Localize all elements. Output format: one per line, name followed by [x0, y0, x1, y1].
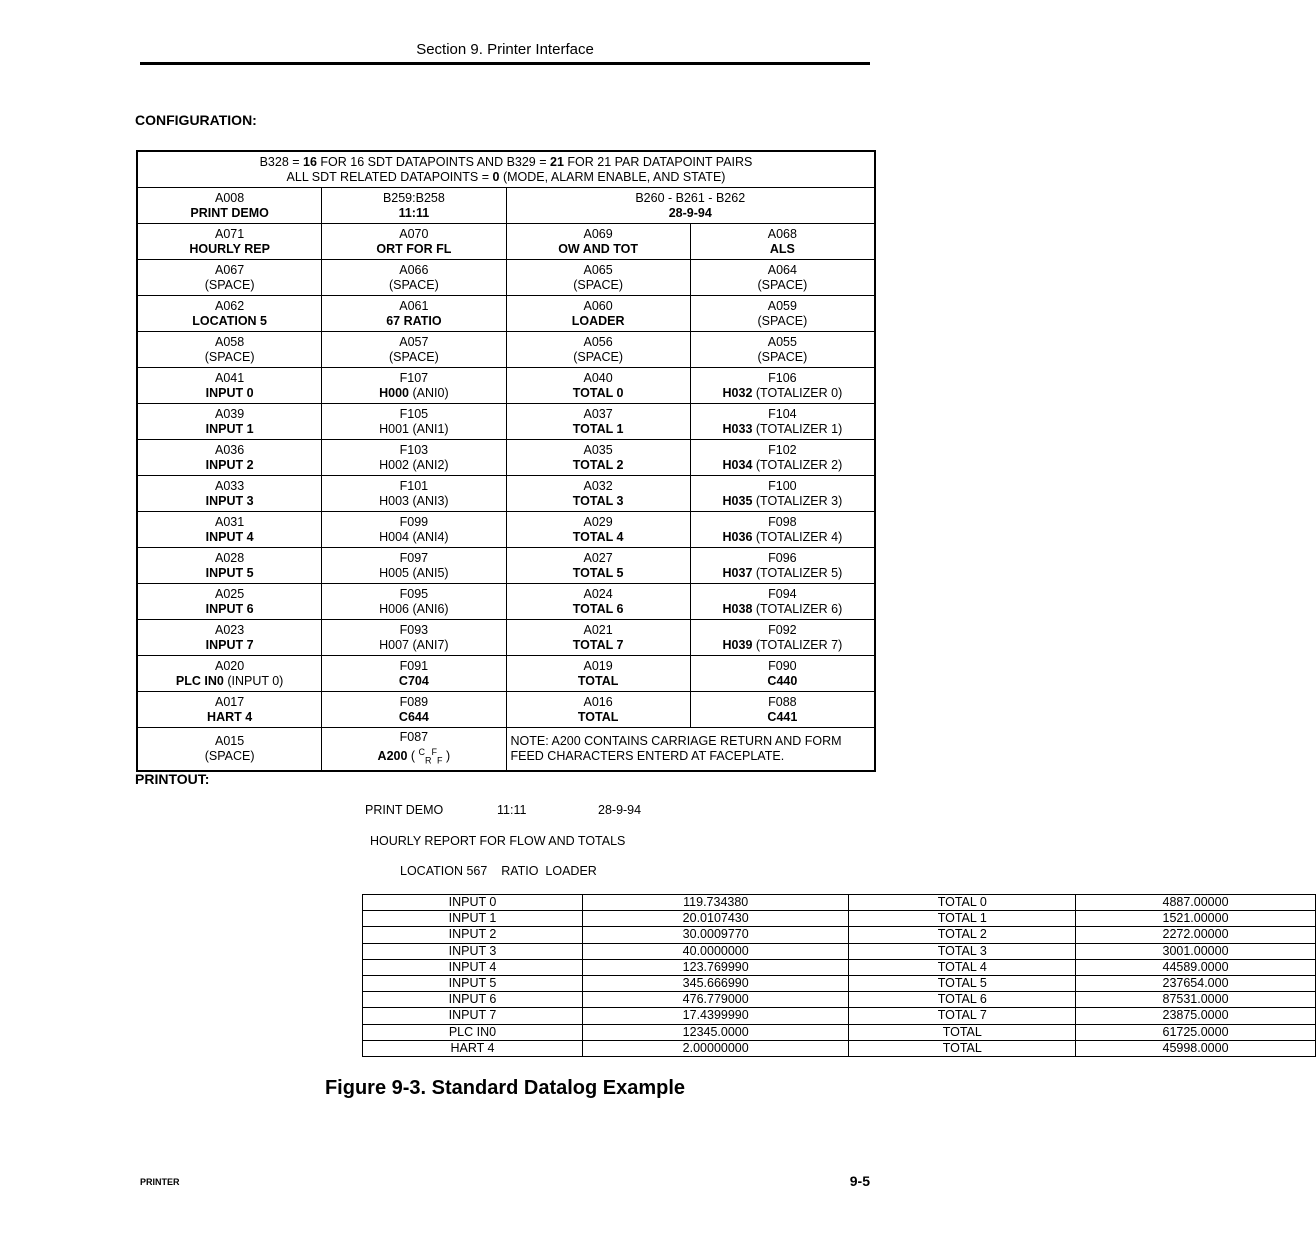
datapoint-value: HOURLY REP	[189, 242, 270, 256]
datapoint-value: PRINT DEMO	[190, 206, 269, 220]
cr-subscript: R	[425, 755, 432, 766]
printout-total-label: TOTAL 3	[849, 943, 1076, 959]
table-row	[138, 620, 875, 656]
printout-total-value: 237654.000	[1076, 976, 1316, 992]
table-cell	[138, 548, 322, 584]
configuration-table	[136, 150, 876, 772]
intro-value: 21	[550, 155, 564, 169]
datapoint-id: F092	[768, 623, 797, 637]
table-cell	[322, 296, 506, 332]
table-cell	[322, 188, 506, 224]
note-cell	[506, 728, 875, 771]
table-cell	[322, 368, 506, 404]
printout-line-title: PRINT DEMO	[365, 803, 444, 817]
datapoint-value: ALS	[769, 242, 795, 256]
table-cell	[690, 584, 874, 620]
table-cell	[506, 224, 690, 260]
printout-total-label: TOTAL	[849, 1024, 1076, 1040]
datapoint-value: INPUT 6	[205, 602, 254, 616]
datapoint-text: (SPACE)	[388, 278, 439, 292]
intro-value: 0	[492, 170, 500, 184]
printout-input-label: INPUT 1	[363, 911, 583, 927]
printout-line-report: HOURLY REPORT FOR FLOW AND TOTALS	[370, 834, 626, 848]
printout-total-label: TOTAL 7	[849, 1008, 1076, 1024]
datapoint-value: TOTAL 6	[572, 602, 624, 616]
datapoint-id: F095	[399, 587, 429, 601]
datapoint-id: A066	[399, 263, 429, 277]
datapoint-id: A017	[215, 695, 245, 709]
printout-row	[363, 976, 1316, 992]
printout-input-label: INPUT 2	[363, 927, 583, 943]
datapoint-id: A028	[215, 551, 245, 565]
printout-input-label: INPUT 3	[363, 943, 583, 959]
datapoint-id: A058	[215, 335, 245, 349]
table-cell	[690, 440, 874, 476]
table-row	[138, 440, 875, 476]
datapoint-text: (TOTALIZER 5)	[752, 566, 843, 580]
intro-text: FOR 16 SDT DATAPOINTS AND B329 =	[316, 155, 551, 169]
table-cell	[138, 692, 322, 728]
table-row	[138, 224, 875, 260]
table-cell	[322, 620, 506, 656]
datapoint-id: B259:B258	[382, 191, 445, 205]
footer-chapter: PRINTER	[140, 1177, 180, 1187]
table-cell	[138, 224, 322, 260]
table-cell	[322, 260, 506, 296]
printout-input-value: 345.666990	[582, 976, 849, 992]
table-cell	[690, 404, 874, 440]
printout-total-value: 2272.00000	[1076, 927, 1316, 943]
datapoint-id: A069	[583, 227, 613, 241]
printout-line-time: 11:11	[497, 803, 527, 817]
printout-input-value: 119.734380	[582, 895, 849, 911]
datapoint-text: (TOTALIZER 1)	[752, 422, 843, 436]
datapoint-id: F102	[768, 443, 797, 457]
datapoint-value: TOTAL	[577, 674, 619, 688]
printout-row	[363, 992, 1316, 1008]
datapoint-value: TOTAL 4	[572, 530, 624, 544]
cr-superscript: C	[418, 747, 426, 757]
table-cell	[138, 584, 322, 620]
table-cell	[506, 692, 690, 728]
table-cell	[690, 656, 874, 692]
printout-total-label: TOTAL 6	[849, 992, 1076, 1008]
table-cell	[690, 224, 874, 260]
datapoint-text: H004 (ANI4)	[379, 530, 449, 544]
datapoint-value: C704	[398, 674, 429, 688]
header-rule	[140, 62, 870, 65]
table-cell	[138, 260, 322, 296]
datapoint-text: (	[407, 749, 419, 764]
table-cell	[138, 728, 322, 771]
datapoint-id: F105	[399, 407, 429, 421]
datapoint-text: )	[442, 749, 451, 764]
datapoint-id: A023	[215, 623, 245, 637]
datapoint-id: A029	[583, 515, 613, 529]
table-cell	[322, 404, 506, 440]
table-cell	[506, 296, 690, 332]
table-cell	[690, 296, 874, 332]
datapoint-value: INPUT 7	[205, 638, 254, 652]
table-cell	[138, 620, 322, 656]
datapoint-value: H034	[722, 458, 753, 472]
printout-input-value: 30.0009770	[582, 927, 849, 943]
datapoint-value: TOTAL	[577, 710, 619, 724]
datapoint-id: A035	[583, 443, 613, 457]
table-cell	[506, 260, 690, 296]
datapoint-id: F103	[399, 443, 429, 457]
datapoint-id: A021	[583, 623, 613, 637]
table-cell	[322, 728, 506, 771]
printout-input-value: 123.769990	[582, 959, 849, 975]
table-cell	[138, 296, 322, 332]
printout-input-value: 476.779000	[582, 992, 849, 1008]
printout-input-label: INPUT 6	[363, 992, 583, 1008]
datapoint-text: (TOTALIZER 7)	[752, 638, 843, 652]
table-cell	[138, 404, 322, 440]
datapoint-text: (TOTALIZER 0)	[752, 386, 843, 400]
datapoint-id: A032	[583, 479, 613, 493]
printout-total-label: TOTAL 1	[849, 911, 1076, 927]
table-cell	[322, 584, 506, 620]
section-header: Section 9. Printer Interface	[416, 41, 594, 58]
table-cell	[138, 476, 322, 512]
printout-total-value: 87531.0000	[1076, 992, 1316, 1008]
table-row	[138, 548, 875, 584]
datapoint-text: H001 (ANI1)	[379, 422, 449, 436]
datapoint-id: A070	[399, 227, 429, 241]
printout-input-value: 40.0000000	[582, 943, 849, 959]
printout-total-label: TOTAL 2	[849, 927, 1076, 943]
printout-total-value: 45998.0000	[1076, 1040, 1316, 1056]
datapoint-text: (SPACE)	[204, 350, 255, 364]
datapoint-text: H007 (ANI7)	[379, 638, 449, 652]
printout-input-label: HART 4	[363, 1040, 583, 1056]
intro-value: 16	[303, 155, 317, 169]
printout-row	[363, 927, 1316, 943]
datapoint-value: INPUT 4	[205, 530, 254, 544]
table-cell	[690, 368, 874, 404]
datapoint-value: A200	[377, 749, 408, 764]
printout-heading: PRINTOUT:	[135, 771, 210, 787]
printout-row	[363, 895, 1316, 911]
datapoint-id: F087	[399, 730, 429, 744]
datapoint-id: F089	[399, 695, 429, 709]
page-number: 9-5	[849, 1173, 870, 1189]
datapoint-text: (SPACE)	[757, 278, 808, 292]
datapoint-id: F099	[399, 515, 429, 529]
table-cell	[138, 512, 322, 548]
datapoint-value: H033	[722, 422, 753, 436]
lf-subscript: F	[437, 755, 443, 766]
printout-total-value: 4887.00000	[1076, 895, 1316, 911]
datapoint-id: A031	[215, 515, 245, 529]
table-cell	[322, 476, 506, 512]
datapoint-id: F097	[399, 551, 429, 565]
table-cell	[322, 548, 506, 584]
table-cell	[690, 692, 874, 728]
datapoint-text: (SPACE)	[204, 749, 255, 764]
printout-input-value: 12345.0000	[582, 1024, 849, 1040]
datapoint-text: (ANI0)	[409, 386, 449, 400]
datapoint-id: A033	[215, 479, 245, 493]
datapoint-id: A008	[215, 191, 245, 205]
printout-total-label: TOTAL 4	[849, 959, 1076, 975]
table-row	[138, 296, 875, 332]
note-row	[138, 728, 875, 771]
datapoint-text: (SPACE)	[204, 278, 255, 292]
printout-values	[362, 894, 1316, 1057]
datapoint-id: F098	[768, 515, 797, 529]
datapoint-id: A025	[215, 587, 245, 601]
title-row	[138, 188, 875, 224]
note-line: NOTE: A200 CONTAINS CARRIAGE RETURN AND FORM	[510, 734, 842, 749]
datapoint-id: F107	[399, 371, 429, 385]
datapoint-value: H037	[722, 566, 753, 580]
datapoint-id: F100	[768, 479, 797, 493]
datapoint-value: HART 4	[207, 710, 253, 724]
table-row	[138, 332, 875, 368]
table-row	[138, 260, 875, 296]
datapoint-text: (SPACE)	[757, 350, 808, 364]
table-cell	[690, 548, 874, 584]
datapoint-id: F096	[768, 551, 797, 565]
datapoint-id: A064	[767, 263, 797, 277]
table-cell	[138, 332, 322, 368]
table-cell	[138, 656, 322, 692]
printout-line-date: 28-9-94	[598, 803, 642, 817]
table-cell	[506, 620, 690, 656]
table-cell	[322, 332, 506, 368]
printout-input-label: INPUT 7	[363, 1008, 583, 1024]
printout-row	[363, 1024, 1316, 1040]
table-cell	[322, 512, 506, 548]
table-cell	[322, 224, 506, 260]
datapoint-text: (TOTALIZER 6)	[752, 602, 843, 616]
datapoint-id: F106	[768, 371, 797, 385]
printout-input-label: INPUT 0	[363, 895, 583, 911]
datapoint-value: C441	[767, 710, 798, 724]
table-cell	[138, 440, 322, 476]
datapoint-id: F088	[768, 695, 797, 709]
datapoint-value: H035	[722, 494, 753, 508]
datapoint-value: INPUT 2	[205, 458, 254, 472]
intro-row	[138, 152, 875, 188]
printout-row	[363, 959, 1316, 975]
datapoint-text: (SPACE)	[573, 278, 624, 292]
datapoint-id: A059	[767, 299, 797, 313]
datapoint-value: INPUT 1	[205, 422, 254, 436]
printout-total-label: TOTAL 5	[849, 976, 1076, 992]
datapoint-value: C440	[767, 674, 798, 688]
datapoint-id: A060	[583, 299, 613, 313]
datapoint-id: A036	[215, 443, 245, 457]
intro-text: ALL SDT RELATED DATAPOINTS =	[286, 170, 493, 184]
datapoint-id: A061	[399, 299, 429, 313]
printout-total-label: TOTAL 0	[849, 895, 1076, 911]
table-cell	[690, 620, 874, 656]
datapoint-id: A071	[215, 227, 245, 241]
intro-text: (MODE, ALARM ENABLE, AND STATE)	[499, 170, 726, 184]
datapoint-id: F090	[768, 659, 797, 673]
datapoint-value: ORT FOR FL	[376, 242, 452, 256]
datapoint-id: F094	[768, 587, 797, 601]
table-row	[138, 584, 875, 620]
datapoint-value: LOADER	[571, 314, 625, 328]
table-cell	[506, 440, 690, 476]
printout-row	[363, 1008, 1316, 1024]
printout-total-value: 1521.00000	[1076, 911, 1316, 927]
printout-total-value: 3001.00000	[1076, 943, 1316, 959]
table-cell	[322, 692, 506, 728]
datapoint-value: TOTAL 7	[572, 638, 624, 652]
datapoint-value: TOTAL 5	[572, 566, 624, 580]
datapoint-id: F101	[399, 479, 429, 493]
table-cell	[506, 584, 690, 620]
datapoint-value: 11:11	[398, 206, 430, 220]
intro-text: FOR 21 PAR DATAPOINT PAIRS	[563, 155, 753, 169]
table-cell	[506, 512, 690, 548]
printout-total-value: 23875.0000	[1076, 1008, 1316, 1024]
printout-line-location: LOCATION 567 RATIO LOADER	[400, 864, 597, 878]
printout-row	[363, 943, 1316, 959]
table-cell	[138, 368, 322, 404]
table-row	[138, 692, 875, 728]
datapoint-value: 28-9-94	[668, 206, 712, 220]
table-cell	[506, 548, 690, 584]
datapoint-id: A039	[215, 407, 245, 421]
datapoint-value: H032	[722, 386, 753, 400]
datapoint-text: (SPACE)	[388, 350, 439, 364]
datapoint-id: A065	[583, 263, 613, 277]
datapoint-value: TOTAL 0	[572, 386, 624, 400]
datapoint-value: INPUT 0	[205, 386, 254, 400]
datapoint-id: A068	[767, 227, 797, 241]
datapoint-id: A019	[583, 659, 613, 673]
printout-input-label: INPUT 4	[363, 959, 583, 975]
datapoint-text: (TOTALIZER 4)	[752, 530, 843, 544]
datapoint-value: TOTAL 2	[572, 458, 624, 472]
datapoint-text: (SPACE)	[573, 350, 624, 364]
datapoint-id: F093	[399, 623, 429, 637]
table-cell	[690, 476, 874, 512]
datapoint-value: H036	[722, 530, 753, 544]
printout-input-label: INPUT 5	[363, 976, 583, 992]
printout-row	[363, 911, 1316, 927]
table-row	[138, 476, 875, 512]
table-cell	[506, 404, 690, 440]
datapoint-text: (INPUT 0)	[223, 674, 284, 688]
intro-text: B328 =	[259, 155, 304, 169]
table-cell	[506, 332, 690, 368]
datapoint-id: A067	[215, 263, 245, 277]
printout-input-value: 2.00000000	[582, 1040, 849, 1056]
datapoint-id: A057	[399, 335, 429, 349]
datapoint-id: B260 - B261 - B262	[635, 191, 746, 205]
table-row	[138, 656, 875, 692]
datapoint-id: A016	[583, 695, 613, 709]
datapoint-value: H039	[722, 638, 753, 652]
datapoint-value: PLC IN0	[175, 674, 224, 688]
datapoint-id: A020	[215, 659, 245, 673]
lf-superscript: F	[431, 747, 438, 757]
datapoint-text: H006 (ANI6)	[379, 602, 449, 616]
datapoint-id: F091	[399, 659, 429, 673]
printout-input-value: 17.4399990	[582, 1008, 849, 1024]
printout-total-value: 44589.0000	[1076, 959, 1316, 975]
table-cell	[506, 476, 690, 512]
table-cell	[138, 188, 322, 224]
datapoint-text: (SPACE)	[757, 314, 808, 328]
table-cell	[506, 368, 690, 404]
datapoint-value: TOTAL 1	[572, 422, 624, 436]
table-cell	[690, 260, 874, 296]
datapoint-id: A062	[215, 299, 245, 313]
datapoint-text: H003 (ANI3)	[379, 494, 449, 508]
table-row	[138, 512, 875, 548]
datapoint-value: OW AND TOT	[558, 242, 639, 256]
datapoint-value: INPUT 5	[205, 566, 254, 580]
printout-row	[363, 1040, 1316, 1056]
printout-total-value: 61725.0000	[1076, 1024, 1316, 1040]
table-row	[138, 404, 875, 440]
printout-input-label: PLC IN0	[363, 1024, 583, 1040]
datapoint-id: A041	[215, 371, 245, 385]
datapoint-id: A040	[583, 371, 613, 385]
intro-cell	[138, 152, 875, 188]
datapoint-value: LOCATION 5	[192, 314, 268, 328]
datapoint-value: TOTAL 3	[572, 494, 624, 508]
datapoint-value: H000	[379, 386, 410, 400]
datapoint-value: INPUT 3	[205, 494, 254, 508]
table-row	[138, 368, 875, 404]
table-cell	[690, 332, 874, 368]
datapoint-id: A037	[583, 407, 613, 421]
note-line: FEED CHARACTERS ENTERD AT FACEPLATE.	[510, 749, 785, 764]
datapoint-value: C644	[398, 710, 429, 724]
table-cell	[506, 188, 875, 224]
datapoint-id: A015	[215, 734, 245, 749]
datapoint-text: (TOTALIZER 2)	[752, 458, 843, 472]
datapoint-id: A027	[583, 551, 613, 565]
figure-caption: Figure 9-3. Standard Datalog Example	[324, 1077, 686, 1099]
datapoint-id: F104	[768, 407, 797, 421]
datapoint-value: 67 RATIO	[386, 314, 442, 328]
datapoint-id: A024	[583, 587, 613, 601]
datapoint-id: A055	[767, 335, 797, 349]
configuration-heading: CONFIGURATION:	[135, 112, 257, 128]
table-cell	[322, 440, 506, 476]
table-cell	[506, 656, 690, 692]
datapoint-text: H002 (ANI2)	[379, 458, 449, 472]
table-cell	[322, 656, 506, 692]
datapoint-id: A056	[583, 335, 613, 349]
datapoint-value: H038	[722, 602, 753, 616]
printout-total-label: TOTAL	[849, 1040, 1076, 1056]
datapoint-text: (TOTALIZER 3)	[752, 494, 843, 508]
printout-input-value: 20.0107430	[582, 911, 849, 927]
datapoint-text: H005 (ANI5)	[379, 566, 449, 580]
table-cell	[690, 512, 874, 548]
